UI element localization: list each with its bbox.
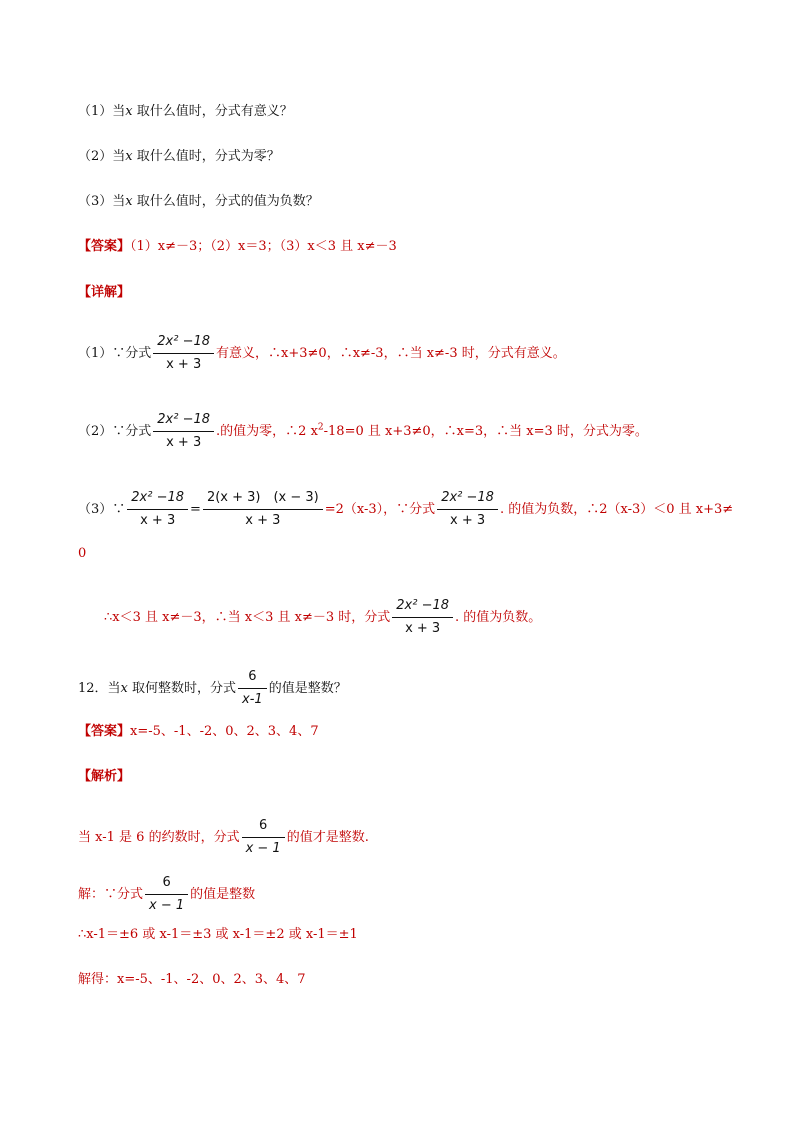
q11-part3: [78, 193, 319, 211]
var-x: x: [125, 149, 133, 164]
fraction-factored: [203, 489, 323, 530]
fraction-h: [242, 817, 285, 858]
q12-question-mid: 取何整数时，分式: [132, 681, 237, 696]
fraction-denominator: x − 1: [245, 841, 281, 856]
q11-part3-prefix: （3）当: [78, 194, 126, 209]
q11-part2: [78, 148, 280, 166]
q11-answer: [78, 238, 397, 256]
d2-prefix: （2）∵分式: [78, 424, 152, 439]
d1-text: 有意义，∴x+3≠0，∴x≠-3，∴当 x≠-3 时，分式有意义。: [216, 346, 566, 361]
d3-text-b: . 的值为负数，∴2（x-3）＜0 且 x+3≠: [499, 502, 734, 517]
fraction-denominator: x + 3: [140, 513, 176, 528]
q11-part1: [78, 103, 293, 121]
q11-detail-2: （2）∵分式 $\frac{\text{2x² −18}}{x + 3}$ .的值为零，∴2 $x^2-18=0$ 且 x+3≠0，∴x=3，∴当 x=3 时，分式为零。: [78, 412, 648, 450]
q11-detail-label: [78, 284, 130, 302]
d1-prefix: （1）∵分式: [78, 346, 152, 361]
solution-line2: ∴x-1＝±6 或 x-1＝±3 或 x-1＝±2 或 x-1＝±1: [78, 927, 358, 942]
fraction-f: [153, 333, 214, 374]
fraction-f: [153, 411, 214, 452]
answer-text: （1）x≠－3；（2）x＝3；（3）x＜3 且 x≠－3: [130, 239, 397, 254]
d3-conclusion-end: . 的值为负数。: [455, 610, 542, 625]
fraction-denominator: x − 1: [149, 898, 185, 913]
fraction-numerator: 2x² −18: [153, 333, 214, 354]
q11-detail-3-wrap: [78, 545, 86, 563]
fraction-numerator: 6: [242, 817, 285, 838]
fraction-f: [392, 597, 453, 638]
q11-detail-3-conclusion: [104, 597, 541, 638]
q11-part1-prefix: （1）当: [78, 104, 126, 119]
fraction-numerator: 2(x + 3) (x − 3): [203, 489, 323, 510]
q12-analysis: [78, 817, 369, 858]
fraction-denominator: x + 3: [245, 513, 281, 528]
fraction-g: [238, 668, 267, 709]
q11-part2-prefix: （2）当: [78, 149, 126, 164]
fraction-numerator: 2x² −18: [127, 489, 188, 510]
fraction-denominator: x + 3: [166, 435, 202, 450]
var-x: x: [125, 194, 133, 209]
solution-text-a: 解：∵分式: [78, 887, 144, 902]
q12-number: 12．当: [78, 681, 121, 696]
answer-label: 【答案】: [78, 724, 131, 739]
q12-analysis-label: [78, 768, 130, 786]
fraction-denominator: x + 3: [166, 357, 202, 372]
q12-solution-line2: [78, 926, 358, 944]
fraction-denominator: x + 3: [405, 621, 441, 636]
q12-question-end: 的值是整数？: [268, 681, 347, 696]
fraction-h: [145, 874, 188, 915]
d3-prefix: （3）∵: [78, 502, 126, 517]
equals-sign: =: [190, 502, 201, 517]
d3-text-a: =2（x-3），∵分式: [324, 502, 436, 517]
fraction-numerator: 2x² −18: [392, 597, 453, 618]
fraction-numerator: 6: [238, 668, 267, 689]
fraction-f: [127, 489, 188, 530]
q11-detail-3: [78, 489, 733, 530]
answer-label: 【答案】: [78, 239, 131, 254]
fraction-f: [437, 489, 498, 530]
q12-question: [78, 668, 347, 709]
d3-conclusion-text: ∴x＜3 且 x≠－3，∴当 x＜3 且 x≠－3 时，分式: [104, 610, 391, 625]
q11-part2-rest: 取什么值时，分式为零？: [136, 149, 280, 164]
fraction-denominator: x-1: [242, 692, 263, 707]
d2-text-b: -18=0 且 x+3≠0，∴x=3，∴当 x=3 时，分式为零。: [323, 424, 648, 439]
solution-text-b: 的值是整数: [190, 887, 256, 902]
d3-wrap-text: 0: [78, 546, 87, 561]
analysis-label: 【解析】: [78, 769, 131, 784]
var-x: x: [125, 104, 133, 119]
analysis-text-b: 的值才是整数.: [286, 830, 369, 845]
q11-part1-rest: 取什么值时，分式有意义？: [136, 104, 293, 119]
q12-solution-line3: [78, 971, 306, 989]
fraction-numerator: 6: [145, 874, 188, 895]
detail-label: 【详解】: [78, 285, 131, 300]
q11-part3-rest: 取什么值时，分式的值为负数？: [136, 194, 319, 209]
var-x: x: [120, 681, 128, 696]
q11-detail-1: [78, 333, 566, 374]
fraction-numerator: 2x² −18: [153, 411, 214, 432]
d2-text-a: .的值为零，∴2 x: [216, 424, 318, 439]
fraction-numerator: 2x² −18: [437, 489, 498, 510]
fraction-denominator: x + 3: [450, 513, 486, 528]
q12-solution: [78, 874, 255, 915]
analysis-text-a: 当 x-1 是 6 的约数时，分式: [78, 830, 240, 845]
q12-answer: [78, 723, 319, 741]
solution-line3: 解得：x=-5、-1、-2、0、2、3、4、7: [78, 972, 306, 987]
answer-text: x=-5、-1、-2、0、2、3、4、7: [130, 724, 319, 739]
